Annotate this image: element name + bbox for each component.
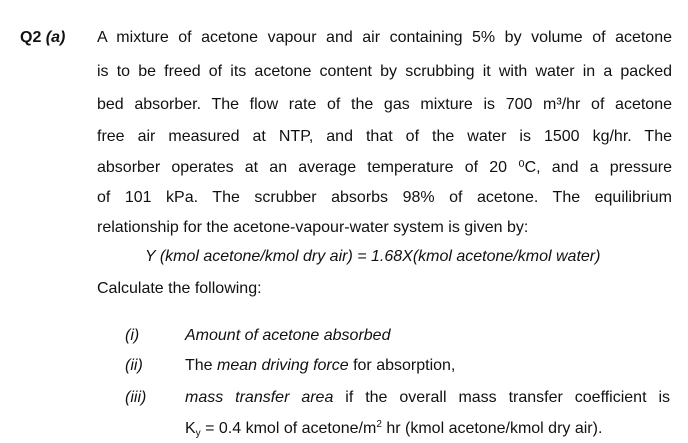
item-ii-pre: The bbox=[185, 357, 218, 374]
paragraph-line: of 101 kPa. The scrubber absorbs 98% of acetone. The equilibrium bbox=[97, 189, 672, 206]
item-label-iii: (iii) bbox=[125, 389, 147, 406]
paragraph-line: relationship for the acetone-vapour-water system is given by: bbox=[97, 219, 529, 236]
item-iii-k: K bbox=[185, 420, 196, 437]
item-iii-k-sub: y bbox=[195, 428, 201, 439]
item-label-i: (i) bbox=[125, 327, 140, 344]
paragraph-line: is to be freed of its acetone content by scrubbing it with water in a packed bbox=[97, 63, 672, 80]
item-text-ii bbox=[185, 357, 455, 375]
item-iii-italic: mass transfer area bbox=[185, 389, 334, 406]
item-text-iii bbox=[185, 389, 670, 407]
item-ii-post: for absorption, bbox=[348, 357, 456, 374]
item-label-ii: (ii) bbox=[125, 357, 143, 374]
paragraph-line: absorber operates at an average temperature of 20 ⁰C, and a pressure bbox=[97, 159, 672, 176]
item-text-i: Amount of acetone absorbed bbox=[185, 327, 391, 344]
question-label bbox=[20, 29, 65, 47]
question-number: Q2 bbox=[20, 29, 42, 46]
paragraph-line: A mixture of acetone vapour and air containing 5% by volume of acetone bbox=[97, 29, 672, 46]
item-iii-post: if the overall mass transfer coefficient is bbox=[333, 389, 671, 406]
item-iii-post2: hr (kmol acetone/kmol dry air). bbox=[381, 420, 603, 437]
item-text-iii-line2 bbox=[185, 420, 602, 438]
paragraph-line: free air measured at NTP, and that of the water is 1500 kg/hr. The bbox=[97, 128, 672, 145]
calculate-prompt: Calculate the following: bbox=[97, 280, 262, 297]
equilibrium-equation: Y (kmol acetone/kmol dry air) = 1.68X(kmol acetone/kmol water) bbox=[145, 248, 601, 265]
item-iii-mid: = 0.4 kmol of acetone/m bbox=[200, 420, 377, 437]
item-iii-sup: 2 bbox=[376, 419, 382, 430]
paragraph-line: bed absorber. The flow rate of the gas mixture is 700 m³/hr of acetone bbox=[97, 96, 672, 113]
item-ii-italic: mean driving force bbox=[217, 357, 349, 374]
question-part: (a) bbox=[45, 29, 66, 46]
